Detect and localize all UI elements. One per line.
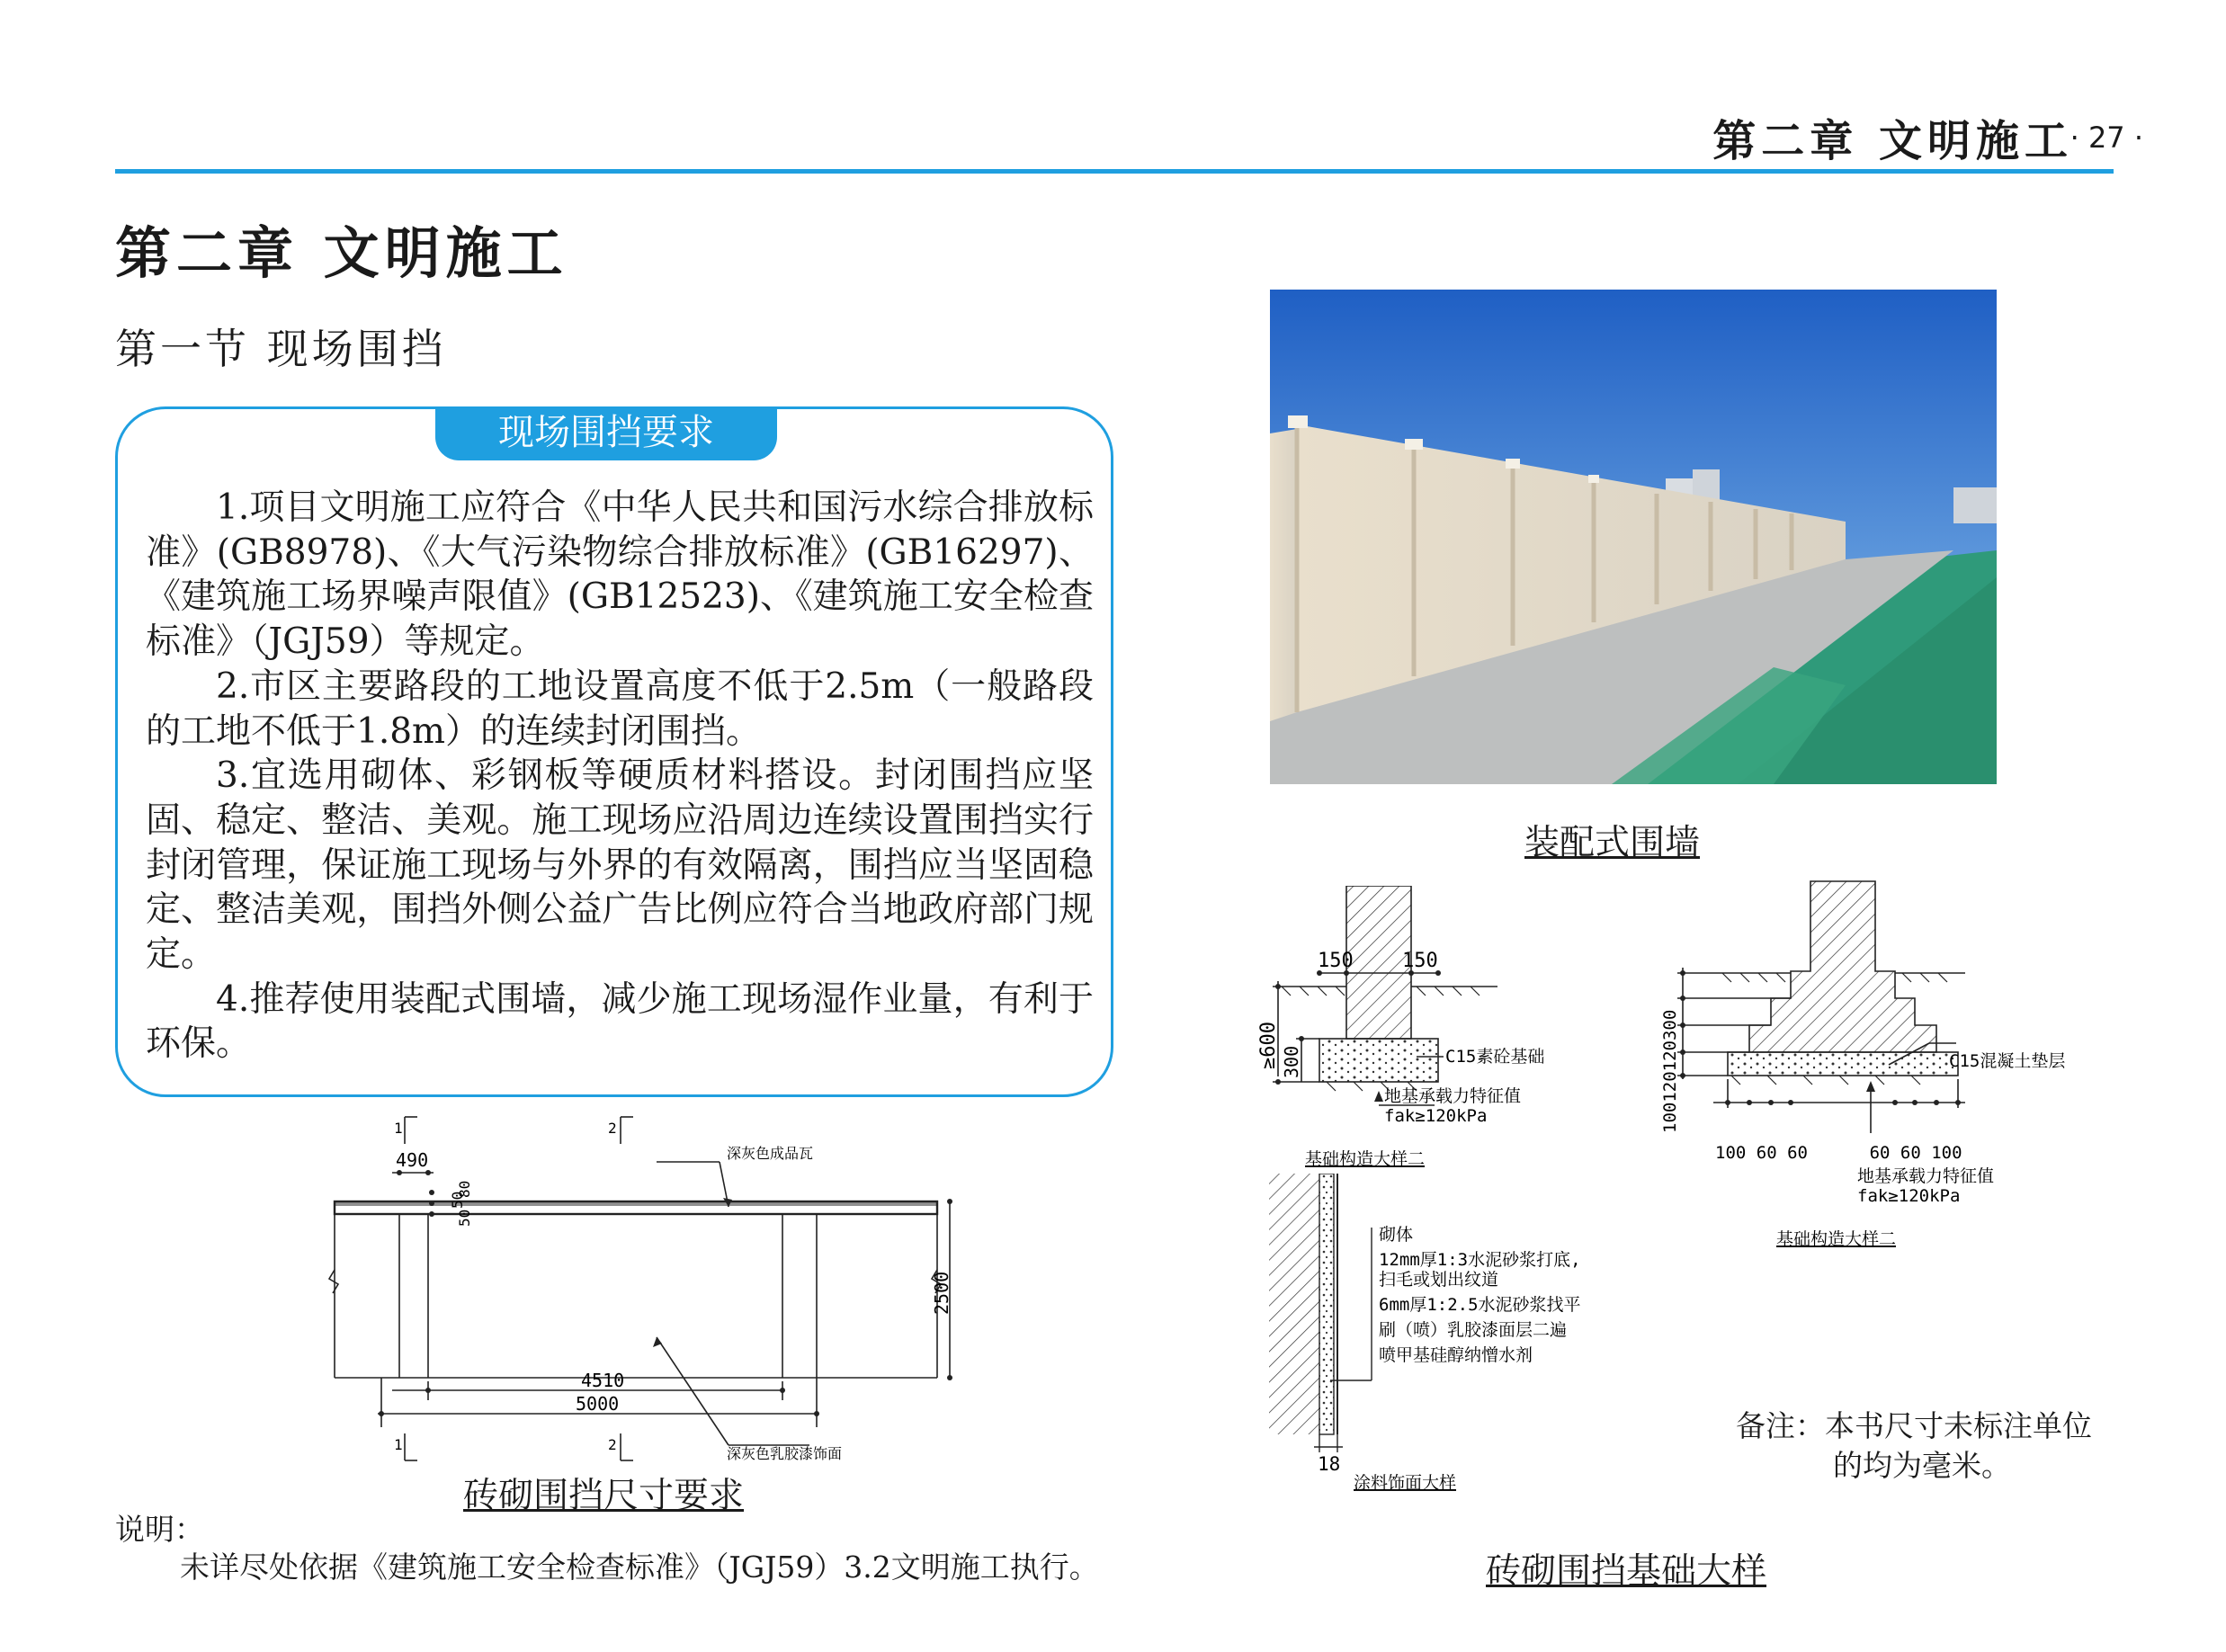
requirements-text bbox=[146, 486, 1094, 1067]
prefab-wall-photo bbox=[1270, 290, 1997, 784]
finish-layer: 扫毛或划出纹道 bbox=[1379, 1270, 1499, 1290]
found-right-label-concrete: C15混凝土垫层 bbox=[1949, 1051, 2066, 1071]
found-right-dim-v0: 100 bbox=[1660, 1102, 1680, 1133]
elev-dim-cap3: 50 bbox=[456, 1209, 473, 1227]
requirement-item: 1.项目文明施工应符合《中华人民共和国污水综合排放标准》(GB8978)、《大气污染物综合排放标准》(GB16297)、《建筑施工场界噪声限值》(GB12523)、《建筑施工安全检查标准》（JGJ59）等规定。 bbox=[146, 487, 1094, 663]
finish-thickness: 18 bbox=[1318, 1453, 1341, 1475]
finish-layer: 砌体 bbox=[1379, 1225, 1414, 1245]
notes bbox=[115, 1511, 1239, 1586]
foundation-caption: 砖砌围挡基础大样 bbox=[1486, 1551, 1767, 1592]
notes-text: 未详尽处依据《建筑施工安全检查标准》（JGJ59）3.2文明施工执行。 bbox=[180, 1549, 1099, 1585]
found-left-label-bearing1: 地基承载力特征值 bbox=[1384, 1086, 1522, 1106]
header-rule bbox=[115, 169, 2114, 174]
found-left-dim-left: 150 bbox=[1318, 950, 1354, 972]
requirement-item: 2.市区主要路段的工地设置高度不低于2.5m（一般路段的工地不低于1.8m）的连续封闭围挡。 bbox=[146, 665, 1094, 752]
elev-dim-pier: 490 bbox=[396, 1149, 429, 1171]
chapter-title: 第二章 文明施工 bbox=[115, 220, 568, 286]
finish-caption: 涂料饰面大样 bbox=[1354, 1473, 1457, 1493]
elev-dim-height: 2500 bbox=[931, 1271, 952, 1315]
elev-mark-1-top: 1 bbox=[394, 1120, 403, 1137]
requirement-item: 4.推荐使用装配式围墙，减少施工现场湿作业量，有利于环保。 bbox=[146, 978, 1094, 1065]
elevation-caption: 砖砌围挡尺寸要求 bbox=[463, 1476, 745, 1516]
unit-remark-line2: 的均为毫米。 bbox=[1833, 1448, 2011, 1483]
found-left-dim-base: 300 bbox=[1281, 1045, 1302, 1078]
running-header-title: 第二章 文明施工 bbox=[1712, 116, 2073, 166]
foundation-detail-left bbox=[1201, 886, 1596, 1174]
finish-detail-drawing bbox=[1264, 1174, 1686, 1497]
elev-label-paint: 深灰色乳胶漆饰面 bbox=[727, 1445, 843, 1462]
found-right-label-bearing1: 地基承载力特征值 bbox=[1857, 1166, 1995, 1186]
found-right-dim-vertical bbox=[1660, 1010, 1680, 1133]
elev-label-tile: 深灰色成品瓦 bbox=[727, 1145, 814, 1162]
found-right-dim-v3: 300 bbox=[1660, 1009, 1680, 1041]
foundation-detail-right bbox=[1641, 872, 2145, 1259]
elev-dim-inner: 4510 bbox=[581, 1370, 625, 1391]
elev-mark-2-bottom: 2 bbox=[608, 1436, 617, 1453]
notes-heading: 说明： bbox=[115, 1512, 204, 1547]
found-left-label-bearing2: fak≥120kPa bbox=[1384, 1106, 1488, 1126]
found-right-caption: 基础构造大样二 bbox=[1776, 1229, 1897, 1249]
elev-mark-2-top: 2 bbox=[608, 1120, 617, 1137]
requirements-tab: 现场围挡要求 bbox=[435, 406, 777, 460]
requirement-item: 3.宜选用砌体、彩钢板等硬质材料搭设。封闭围挡应坚固、稳定、整洁、美观。施工现场应沿周边连续设置围挡实行封闭管理，保证施工现场与外界的有效隔离，围挡应当坚固稳定、整洁美观，围挡外侧公益广告比例应符合当地政府部门规定。 bbox=[146, 755, 1094, 976]
elev-dim-cap1: 50 bbox=[449, 1191, 466, 1209]
found-left-caption: 基础构造大样二 bbox=[1305, 1149, 1426, 1169]
found-right-dim-v1: 120 bbox=[1660, 1071, 1680, 1103]
finish-layer: 6mm厚1:2.5水泥砂浆找平 bbox=[1379, 1295, 1581, 1315]
section-title: 第一节 现场围挡 bbox=[115, 325, 447, 373]
page-number: · 27 · bbox=[2070, 121, 2143, 155]
finish-layer: 12mm厚1:3水泥砂浆打底, bbox=[1379, 1250, 1581, 1270]
unit-remark bbox=[1736, 1406, 2092, 1486]
finish-layer: 喷甲基硅醇纳憎水剂 bbox=[1379, 1345, 1533, 1365]
found-left-dim-right: 150 bbox=[1402, 950, 1438, 972]
found-left-dim-depth: ≥600 bbox=[1257, 1022, 1280, 1069]
found-left-label-concrete: C15素砼基础 bbox=[1445, 1047, 1545, 1067]
elev-dim-span: 5000 bbox=[576, 1393, 620, 1415]
elev-dim-cap2: 80 bbox=[456, 1180, 473, 1198]
prefab-wall-caption: 装配式围墙 bbox=[1524, 823, 1701, 863]
elev-mark-1-bottom: 1 bbox=[394, 1436, 403, 1453]
found-right-label-bearing2: fak≥120kPa bbox=[1857, 1186, 1961, 1206]
brick-wall-elevation-drawing bbox=[306, 1108, 971, 1477]
unit-remark-line1: 备注：本书尺寸未标注单位 bbox=[1736, 1408, 2092, 1443]
found-right-dim-bottom: 100 60 60 60 60 100 bbox=[1715, 1143, 1962, 1163]
found-right-dim-v2: 120 bbox=[1660, 1040, 1680, 1072]
finish-layer: 刷（喷）乳胶漆面层二遍 bbox=[1379, 1320, 1568, 1340]
